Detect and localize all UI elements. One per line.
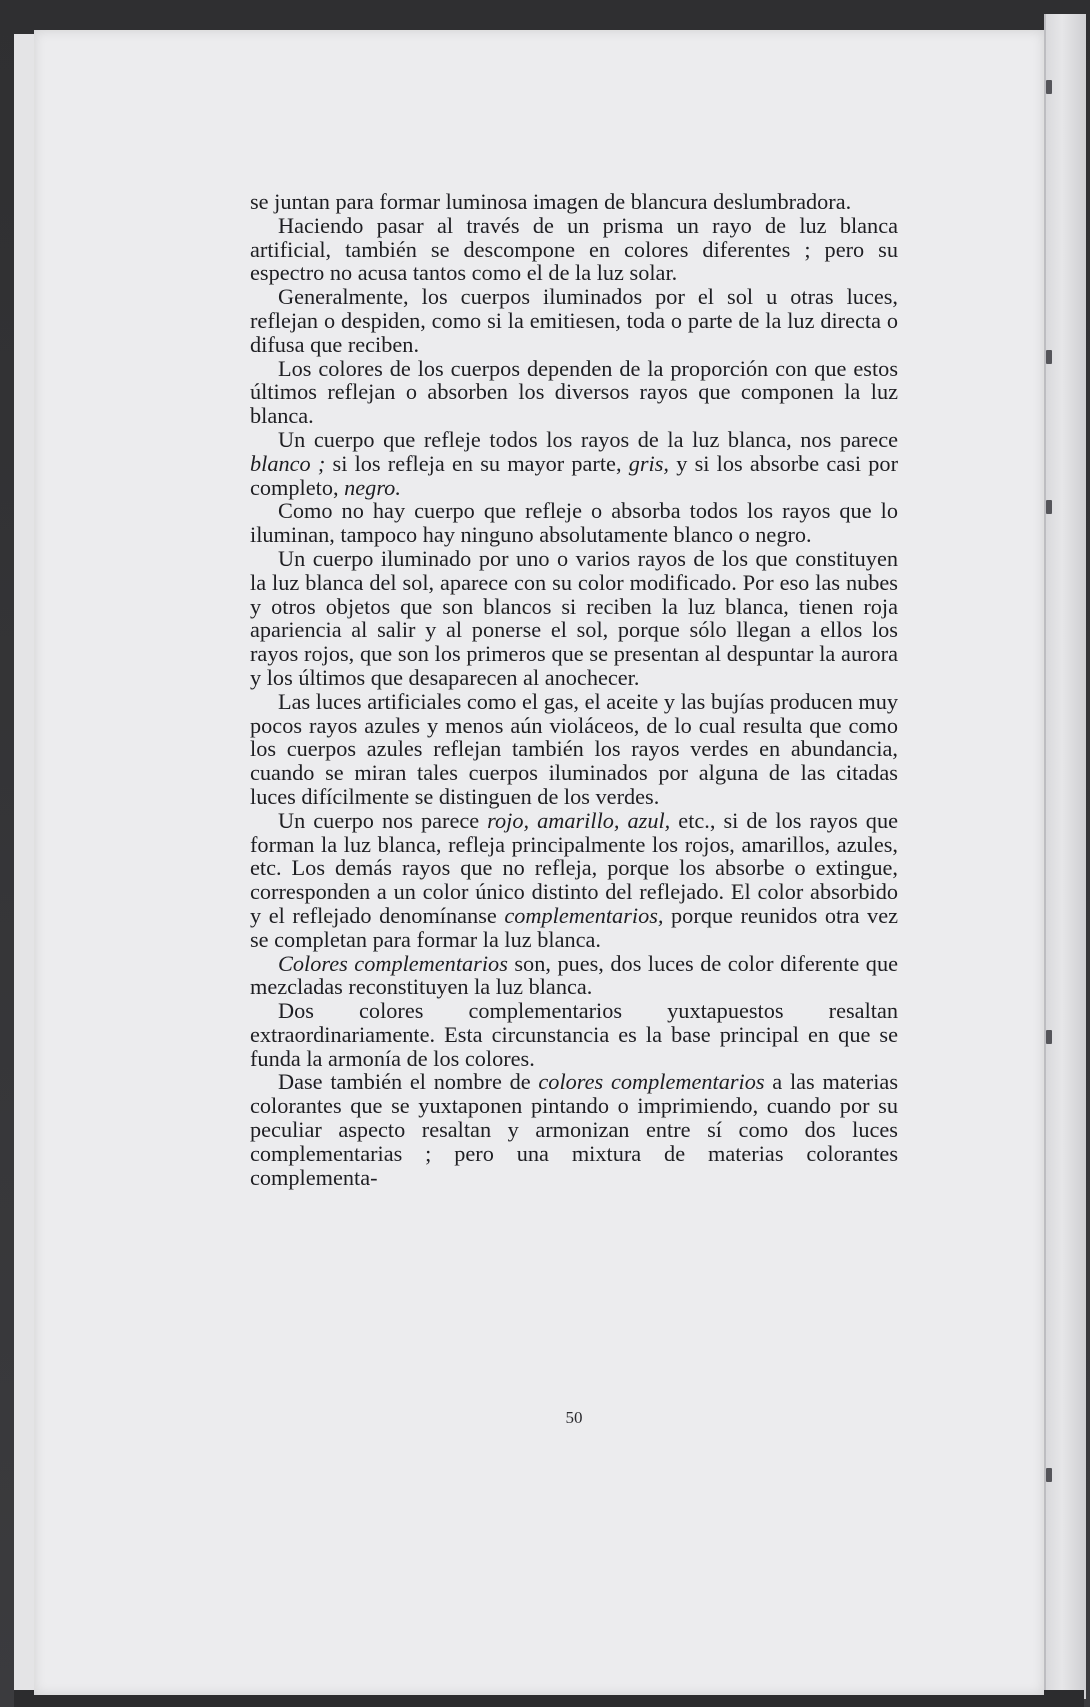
italic-term: negro. (344, 474, 401, 500)
text-run: Dos colores complementarios yuxtapuestos resaltan extraordinariamente. Esta circunstancia es la base principal en que se funda la armonía de los colores. (250, 998, 898, 1071)
paragraph (250, 809, 898, 952)
text-run: Las luces artificiales como el gas, el aceite y las bujías producen muy pocos rayos azules y menos aún violáceos, de lo cual resulta que como los cuerpos azules reflejan también los rayos verdes en abundancia, cuando se miran tales cuerpos iluminados por alguna de las citadas luces difícilmente se distinguen de los verdes. (250, 688, 898, 809)
text-run: etc., si de los rayos que forman la luz blanca, refleja principalmente los rojos, amarillos, azules, etc. Los demás rayos que no refleja, porque los absorbe o extingue, corresponden a un color único distinto del reflejado. El color absorbido y el reflejado denomínanse (250, 807, 898, 928)
text-run: Un cuerpo que refleje todos los rayos de la luz blanca, nos parece (278, 426, 898, 452)
margin-mark (1046, 500, 1052, 514)
margin-mark (1046, 350, 1052, 364)
text-run: se juntan para formar luminosa imagen de blancura deslumbradora. (250, 189, 852, 214)
text-run: Un cuerpo iluminado por uno o varios rayos de los que constituyen la luz blanca del sol, aparece con su color modificado. Por eso las nubes y otros objetos que son blancos si reciben la luz blanca, tienen roja apariencia al salir y al ponerse el sol, porque sólo llegan a ellos los rayos rojos, que son los primeros que se presentan al despuntar la aurora y los últimos que desaparecen al anochecer. (250, 545, 898, 690)
paragraph (250, 428, 898, 499)
text-run: si los refleja en su mayor parte, (325, 450, 629, 476)
paragraph (250, 690, 898, 809)
text-run: Dase también el nombre de (278, 1069, 539, 1095)
italic-term: rojo, amarillo, azul, (487, 807, 671, 833)
margin-mark (1046, 1468, 1052, 1482)
text-run: Como no hay cuerpo que refleje o absorba todos los rayos que lo iluminan, tampoco hay ninguno absolutamente blanco o negro. (250, 498, 898, 548)
paragraph (250, 214, 898, 285)
paragraph (250, 499, 898, 547)
italic-term: Colores complementarios (278, 950, 508, 976)
page-right-edge (1044, 14, 1086, 1699)
text-run: a las materias colorantes que se yuxtaponen pintando o imprimiendo, cuando por su peculiar aspecto resaltan y armonizan entre sí como dos luces complementarias ; pero una mixtura de materias colorantes complementa- (250, 1069, 898, 1190)
paragraph (250, 285, 898, 356)
text-run: son, pues, dos luces de color diferente que mezcladas reconstituyen la luz blanca. (250, 950, 898, 1000)
paragraph (250, 357, 898, 428)
text-run: Generalmente, los cuerpos iluminados por el sol u otras luces, reflejan o despiden, como si la emitiesen, toda o parte de la luz directa o difusa que reciben. (250, 284, 898, 357)
paragraph (250, 1070, 898, 1189)
margin-mark (1046, 80, 1052, 94)
text-run: Los colores de los cuerpos dependen de la proporción con que estos últimos reflejan o absorben los diversos rayos que componen la luz blanca. (250, 355, 898, 429)
italic-term: blanco ; (250, 450, 326, 476)
text-run: y si los absorbe casi por completo, (250, 450, 898, 500)
text-run: Haciendo pasar al través de un prisma un rayo de luz blanca artificial, también se descompone en colores diferentes ; pero su espectro no acusa tantos como el de la luz solar. (250, 212, 898, 286)
text-run: Un cuerpo nos parece (278, 807, 488, 833)
text-run: porque reunidos otra vez se completan para formar la luz blanca. (250, 902, 898, 952)
paragraph (250, 190, 898, 214)
body-text (250, 190, 898, 1189)
italic-term: colores complementarios (538, 1069, 765, 1095)
page-number: 50 (565, 1408, 583, 1427)
paragraph (250, 999, 898, 1070)
italic-term: complementarios, (504, 902, 664, 928)
margin-mark (1046, 1030, 1052, 1044)
paragraph (250, 952, 898, 1000)
italic-term: gris, (628, 450, 670, 476)
paragraph (250, 547, 898, 690)
